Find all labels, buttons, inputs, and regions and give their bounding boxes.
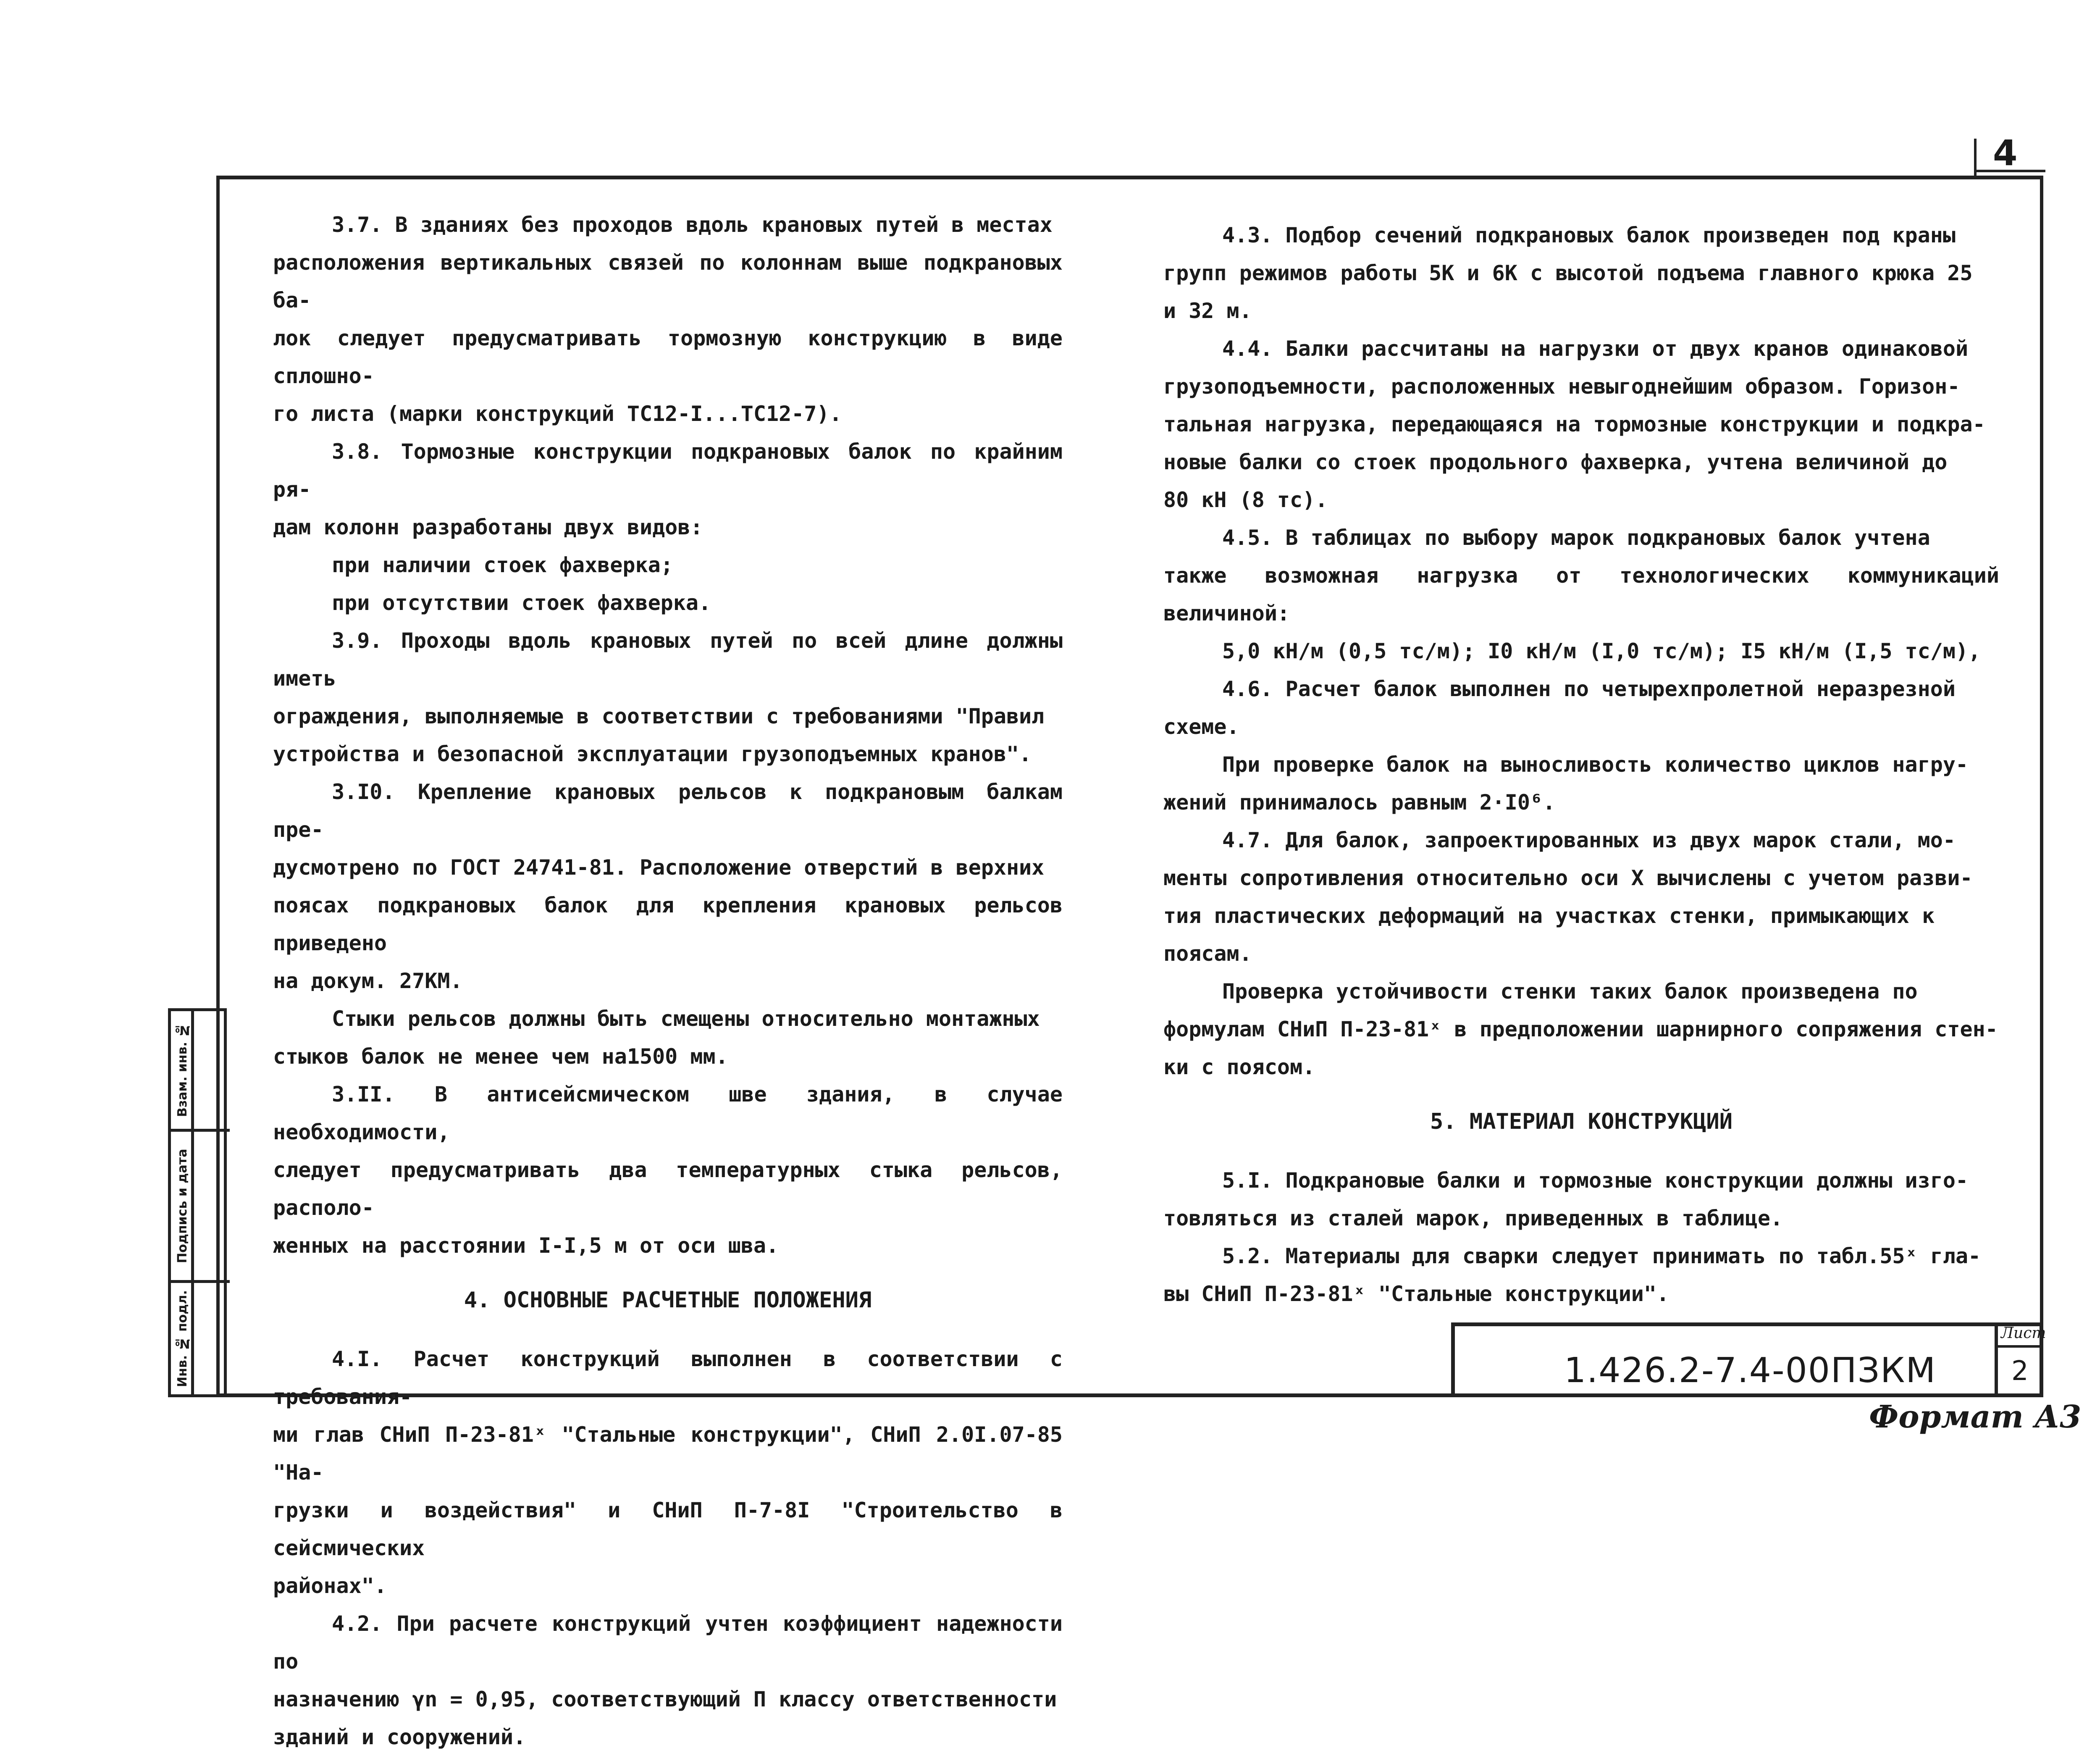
paragraph-3-10-rails: Стыки рельсов должны быть смещены относительно монтажных стыков балок не менее чем на1500 мм.	[273, 1007, 1040, 1069]
corner-page-number: 4	[1993, 132, 2018, 173]
paragraph-3-10: 3.I0. Крепление крановых рельсов к подкрановым балкам пре- дусмотрено по ГОСТ 24741-81. Расположение отверстий в верхних поясах подкрановых балок для крепления крановых рельсов приведено на докум. 27КМ.	[273, 780, 1063, 993]
paragraph-3-8: 3.8. Тормозные конструкции подкрановых балок по крайним ря- дам колонн разработаны двух видов:	[273, 439, 1063, 539]
paragraph-4-5-values: 5,0 кН/м (0,5 тс/м); I0 кН/м (I,0 тс/м); I5 кН/м (I,5 тс/м),	[1222, 639, 1981, 663]
paragraph-4-5: 4.5. В таблицах по выбору марок подкрановых балок учтена также возможная нагрузка от технологических коммуникаций величиной:	[1163, 526, 1999, 626]
stamp-label-signature-date: Подпись и дата	[175, 1149, 190, 1263]
paragraph-4-7: 4.7. Для балок, запроектированных из двух марок стали, мо- менты сопротивления относительно оси Х вычислены с учетом разви- тия пластических деформаций на участках стенки, примыкающих к поясам.	[1163, 828, 1973, 966]
title-block-divider	[1995, 1326, 1998, 1396]
document-code: 1.426.2-7.4-00ПЗКМ	[1564, 1351, 1937, 1391]
paragraph-3-7: 3.7. В зданиях без проходов вдоль крановых путей в местах расположения вертикальных связей по колоннам выше подкрановых ба- лок следует предусматривать тормозную конструкцию в виде сплошно- го листа (марки конструкций ТС12-I...ТС12-7).	[273, 213, 1063, 426]
paragraph-4-2: 4.2. При расчете конструкций учтен коэффициент надежности по назначению γn = 0,95, соответствующий П классу ответственности зданий и сооружений.	[273, 1611, 1063, 1749]
stamp-label-original-inv: Инв. № подл.	[175, 1290, 190, 1388]
paragraph-4-1: 4.I. Расчет конструкций выполнен в соответствии с требования- ми глав СНиП П-23-81ˣ "Стальные конструкции", СНиП 2.0I.07-85 "На- грузки и воздействия" и СНиП П-7-8I "Строительство в сейсмических районах".	[273, 1347, 1063, 1598]
paragraph-4-6: 4.6. Расчет балок выполнен по четырехпролетной неразрезной схеме.	[1163, 677, 1956, 739]
right-column	[1163, 216, 1999, 1313]
side-stamp-box	[168, 1008, 227, 1397]
paragraph-3-11: 3.II. В антисейсмическом шве здания, в случае необходимости, следует предусматривать два температурных стыка рельсов, располо- женных на расстоянии I-I,5 м от оси шва.	[273, 1082, 1063, 1258]
section-5-heading: 5. МАТЕРИАЛ КОНСТРУКЦИЙ	[1430, 1109, 1733, 1134]
stamp-cell-separator	[171, 1129, 230, 1132]
title-block	[1451, 1322, 2046, 1396]
paragraph-3-8-item-a: при наличии стоек фахверка;	[332, 553, 673, 577]
paragraph-4-3: 4.3. Подбор сечений подкрановых балок произведен под краны групп режимов работы 5К и 6К с высотой подъема главного крюка 25 и 32 м.	[1163, 223, 1973, 323]
paragraph-5-2: 5.2. Материалы для сварки следует принимать по табл.55ˣ гла- вы СНиП П-23-81ˣ "Стальные конструкции".	[1163, 1244, 1981, 1306]
stamp-cell-separator	[171, 1280, 230, 1283]
paragraph-3-9: 3.9. Проходы вдоль крановых путей по всей длине должны иметь ограждения, выполняемые в соответствии с требованиями "Правил устройства и безопасной эксплуатации грузоподъемных кранов".	[273, 628, 1063, 766]
paragraph-4-4: 4.4. Балки рассчитаны на нагрузки от двух кранов одинаковой грузоподъемности, расположенных невыгоднейшим образом. Горизон- тальная нагрузка, передающаяся на тормозные конструкции и подкра- новые балки со стоек продольного фахверка, учтена величиной до 80 кН (8 тс).	[1163, 336, 1985, 512]
sheet-number: 2	[2011, 1356, 2029, 1387]
title-block-sheet-divider	[1995, 1345, 2040, 1348]
paragraph-4-7-stability: Проверка устойчивости стенки таких балок произведена по формулам СНиП П-23-81ˣ в предположении шарнирного сопряжения стен- ки с поясом.	[1163, 979, 1998, 1079]
left-column	[273, 206, 1063, 1756]
paragraph-4-6-cycles: При проверке балок на выносливость количество циклов нагру- жений принималось равным 2·I0⁶.	[1163, 752, 1969, 815]
stamp-label-replacement-inv: Взам. инв. №	[175, 1023, 190, 1117]
paper-format-label: Формат А3	[1869, 1399, 2082, 1435]
sheet-label: Лист	[2001, 1325, 2046, 1342]
paragraph-5-1: 5.I. Подкрановые балки и тормозные конструкции должны изго- товляться из сталей марок, приведенных в таблице.	[1163, 1168, 1969, 1230]
paragraph-3-8-item-b: при отсутствии стоек фахверка.	[332, 591, 711, 615]
section-4-heading: 4. ОСНОВНЫЕ РАСЧЕТНЫЕ ПОЛОЖЕНИЯ	[464, 1288, 872, 1313]
